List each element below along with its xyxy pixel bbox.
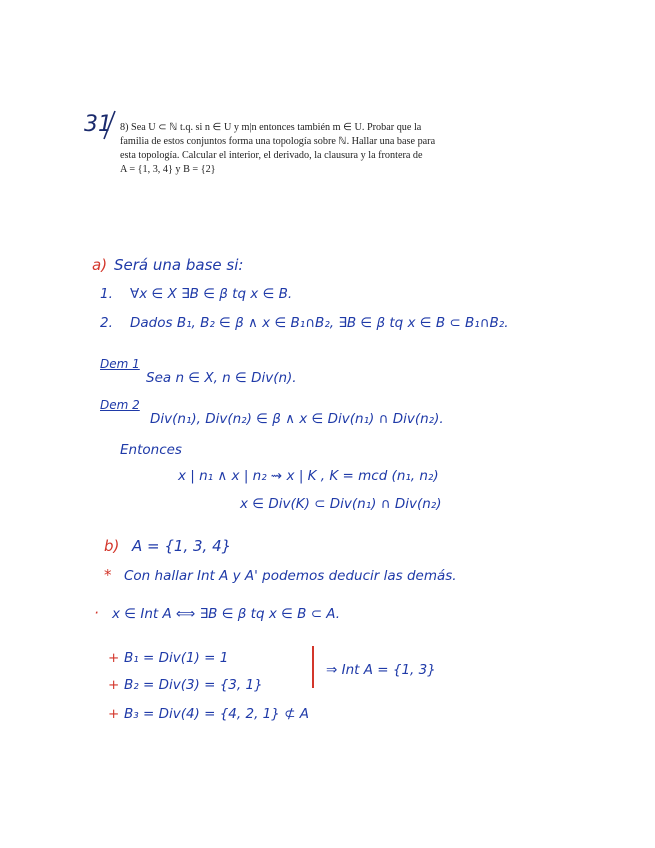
part-a-intro: Será una base si: — [114, 256, 244, 274]
dem-2-text: Div(n₁), Div(n₂) ∈ β ∧ x ∈ Div(n₁) ∩ Div(n₂). — [150, 411, 444, 427]
bullet-dot: · — [94, 604, 99, 622]
set-a-definition: A = {1, 3, 4} — [132, 537, 232, 555]
part-b-label: b) — [104, 537, 120, 555]
interior-result: ⇒ Int A = {1, 3} — [326, 662, 436, 678]
item-3-text: B₃ = Div(4) = {4, 2, 1} ⊄ A — [124, 706, 309, 722]
problem-line-1: 8) Sea U ⊂ ℕ t.q. si n ∈ U y m|n entonces también m ∈ U. Probar que la — [120, 122, 422, 133]
problem-statement — [120, 121, 480, 177]
condition-2-number: 2. — [100, 315, 113, 331]
page-number-slash — [102, 110, 116, 140]
problem-line-3: esta topología. Calcular el interior, el derivado, la clausura y la frontera de — [120, 150, 423, 161]
equation-divisibility: x | n₁ ∧ x | n₂ ⇝ x | K , K = mcd (n₁, n₂) — [178, 468, 439, 484]
part-a-label: a) — [92, 256, 108, 274]
note-text: Con hallar Int A y A' podemos deducir las demás. — [124, 568, 457, 584]
dem-1-label: Dem 1 — [100, 357, 140, 371]
condition-1-number: 1. — [100, 286, 113, 302]
item-1-mark: + — [108, 650, 120, 666]
page-number: 31 — [84, 112, 112, 137]
equation-inclusion: x ∈ Div(K) ⊂ Div(n₁) ∩ Div(n₂) — [240, 496, 442, 512]
dem-2-label: Dem 2 — [100, 398, 140, 412]
note-star: * — [104, 566, 112, 584]
problem-line-2: familia de estos conjuntos forma una topología sobre ℕ. Hallar una base para — [120, 136, 436, 147]
item-1-text: B₁ = Div(1) = 1 — [124, 650, 229, 666]
interior-definition: x ∈ Int A ⟺ ∃B ∈ β tq x ∈ B ⊂ A. — [112, 606, 341, 622]
item-3-mark: + — [108, 706, 120, 722]
divider-bar — [312, 646, 314, 688]
condition-1: ∀x ∈ X ∃B ∈ β tq x ∈ B. — [130, 286, 293, 302]
item-2-mark: + — [108, 677, 120, 693]
condition-2: Dados B₁, B₂ ∈ β ∧ x ∈ B₁∩B₂, ∃B ∈ β tq x ∈ B ⊂ B₁∩B₂. — [130, 315, 509, 331]
item-2-text: B₂ = Div(3) = {3, 1} — [124, 677, 263, 693]
entonces-label: Entonces — [120, 442, 182, 458]
dem-1-text: Sea n ∈ X, n ∈ Div(n). — [146, 370, 297, 386]
problem-line-4: A = {1, 3, 4} y B = {2} — [120, 164, 216, 175]
